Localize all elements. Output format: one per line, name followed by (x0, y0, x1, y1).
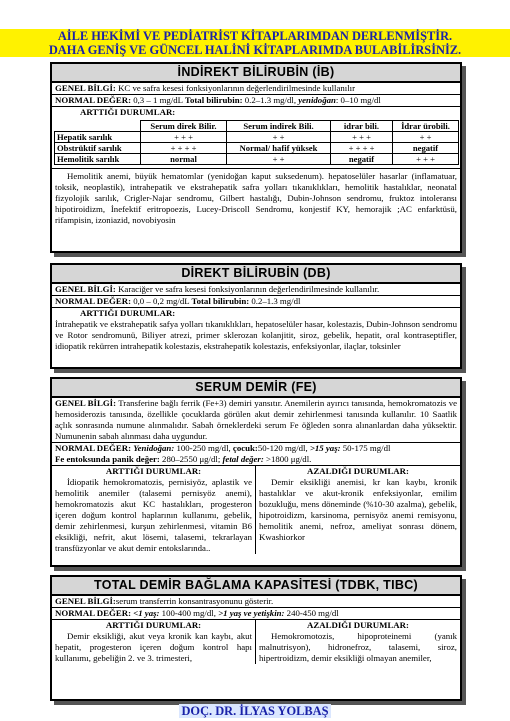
table-cell: negatif (331, 154, 393, 165)
genel-bilgi-row (52, 284, 460, 296)
yenidogan-value: 100-250 mg/dl, (174, 443, 233, 453)
under-1-value: 100-400 mg/dl, (159, 608, 219, 618)
total-bilirubin-value: 0.2–1.3 mg/dl, (242, 95, 299, 105)
genel-bilgi-row (52, 398, 460, 443)
arttigi-durumlar-label: ARTTIĞI DURUMLAR: (80, 308, 176, 318)
total-bilirubin-label: Total bilirubin: (191, 296, 250, 306)
cocuk-value: 50-120 mg/dl, (257, 443, 310, 453)
normal-deger-label: NORMAL DEĞER: (55, 443, 131, 453)
normal-deger-value: 0,3 – 1 mg/dL (131, 95, 185, 105)
genel-bilgi-label: GENEL BİLGİ: (55, 83, 116, 93)
section-title: SERUM DEMİR (FE) (52, 379, 460, 398)
table-cell: + + + (141, 132, 227, 143)
arttigi-column (52, 620, 256, 664)
table-header: İdrar ürobili. (393, 121, 459, 132)
table-header: Serum direk Bilir. (141, 121, 227, 132)
banner-line-1: AİLE HEKİMİ VE PEDİATRİST KİTAPLARIMDAN DERLENMİŞTİR. (0, 29, 510, 43)
normal-deger-row (52, 296, 460, 308)
fetal-label: fetal değer: (222, 454, 264, 464)
table-row (55, 132, 459, 143)
indirekt-paragraph: Hemolitik anemi, büyük hematomlar (yenidoğan kaput suksedenum). hepatoselüler hasarlar (inflamatuar, toksik, neoplastik), intrahepatik ve ekstrahepatik safra yolları tıkanıklıkları, hemolitik hastalıklar, neonatal fizyolojik sarılık, Crigler-Najar sendromu, Gilbert hastalığı, Dubin-Johnson sendromu, fruktoz intoleransı hipotiroidizm, İnefektif eritropoezis, Lucey-Driscoll Sendromu, konjestif KY, hemorajik ;AC enfarktüsü, rifampisin, izoniazid, novobiyosin (52, 168, 460, 226)
table-cell: Hemolitik sarılık (55, 154, 141, 165)
arttigi-durumlar-label: ARTTIĞI DURUMLAR: (80, 107, 176, 117)
normal-deger-row (52, 608, 460, 620)
normal-deger-label: NORMAL DEĞER: (55, 95, 131, 105)
table-cell: + + + + (331, 143, 393, 154)
total-bilirubin-value: 0.2–1.3 mg/dl (249, 296, 301, 306)
genel-bilgi-label: GENEL BİLGİ: (55, 398, 117, 408)
total-bilirubin-label: Total bilirubin: (184, 95, 243, 105)
section-title: DİREKT BİLİRUBİN (DB) (52, 265, 460, 284)
author-footer (0, 704, 510, 719)
table-cell: + + + (331, 132, 393, 143)
normal-deger-label: NORMAL DEĞER: (55, 608, 131, 618)
genel-bilgi-text: Karaciğer ve safra kesesi fonksiyonlarının değerlendirilmesinde kullanılır. (115, 284, 380, 294)
yenidogan-label: Yenidoğan: (133, 443, 175, 453)
tdbk-section (50, 575, 462, 701)
table-cell: + + (393, 132, 459, 143)
table-cell: + + + (393, 154, 459, 165)
azaldigi-column (256, 466, 460, 554)
fe-panik-row (52, 454, 460, 466)
tdbk-columns (52, 620, 460, 664)
table-cell: Normal/ hafif yüksek (227, 143, 331, 154)
genel-bilgi-label: GENEL BİLGİ: (55, 596, 116, 606)
banner-line-2: DAHA GENİŞ VE GÜNCEL HALİNİ KİTAPLARIMDA BULABİLİRSİNİZ. (0, 43, 510, 57)
arttigi-text: Demir eksikliği, akut veya kronik kan kaybı, akut hepatit, progesteron içeren doğum kontrol hapı kullanımı, gebeliğin 2. ve 3. trimesteri, (55, 631, 252, 663)
over-15-label: >15 yaş: (309, 443, 341, 453)
table-cell: Obstrüktif sarılık (55, 143, 141, 154)
azaldigi-column (256, 620, 460, 664)
table-cell: negatif (393, 143, 459, 154)
table-cell: + + (227, 132, 331, 143)
adult-value: 240-450 mg/dl (284, 608, 339, 618)
normal-deger-row (52, 95, 460, 107)
table-cell: + + + + (141, 143, 227, 154)
arttigi-heading: ARTTIĞI DURUMLAR: (105, 466, 202, 476)
genel-bilgi-label: GENEL BİLGİ: (55, 284, 116, 294)
azaldigi-text: Demir eksikliği anemisi, kr kan kaybı, kronik hastalıklar ve akut-kronik enfeksiyonlar, emilim bozukluğu, mens döneminde (%10-30 azalma), gebelik, hipotroidizm, karsinoma, pernisyöz anemi remisyonu, hemolitik anemi, nefroz, ameliyat sonrası dönem, Kwashiorkor (259, 477, 457, 542)
section-title: TOTAL DEMİR BAĞLAMA KAPASİTESİ (TDBK, TIBC) (52, 577, 460, 596)
demir-columns (52, 466, 460, 554)
normal-deger-row (52, 443, 460, 454)
genel-bilgi-row (52, 83, 460, 95)
azaldigi-text: Hemokromotozis, hipoproteinemi (yanık malnutrisyon), hidronefroz, talasemi, siroz, hipertroidizm, demir eksikliği olmayan anemiler, (259, 631, 457, 663)
table-row (55, 143, 459, 154)
table-header: Serum indirek Bili. (227, 121, 331, 132)
normal-deger-label: NORMAL DEĞER: (55, 296, 131, 306)
genel-bilgi-row (52, 596, 460, 608)
author-name: DOÇ. DR. İLYAS YOLBAŞ (181, 704, 329, 718)
table-cell: normal (141, 154, 227, 165)
genel-bilgi-text: serum transferrin konsantrasyonunu gösterir. (115, 596, 274, 606)
cocuk-label: çocuk: (232, 443, 258, 453)
arttigi-column (52, 466, 256, 554)
fe-panik-label: Fe entoksunda panik değer: (55, 454, 160, 464)
table-row (55, 154, 459, 165)
normal-deger-value: 0,0 – 0,2 mg/dL (131, 296, 192, 306)
section-title: İNDİREKT BİLİRUBİN (İB) (52, 64, 460, 83)
fe-panik-value: 280–2550 μg/dl; (159, 454, 223, 464)
table-cell: + + (227, 154, 331, 165)
arttigi-heading: ARTTIĞI DURUMLAR: (105, 620, 202, 630)
serum-demir-section (50, 377, 462, 567)
azaldigi-heading: AZALDIĞI DURUMLAR: (307, 620, 409, 630)
table-cell: Hepatik sarılık (55, 132, 141, 143)
indirekt-bilirubin-section (50, 62, 462, 253)
yenidogan-label: yenidoğan (298, 95, 336, 105)
arttigi-text: İdiopatik hemokromatozis, pernisiyöz, aplastik ve hemolitik anemiler (talasemi pernisyöz anemi), hemokromatozis akut KC hastalıkları, progesteron içeren doğum kontrol haplarının kullanımı, gebelik, demir zehirlenmesi, kurşun zehirlenmesi, vitamin B6 eksikliği, nefrit, akut lösemi, talasemi, tekrarlayan transfüzyonlar ve akut demir entokslarında.. (55, 477, 252, 553)
fetal-value: >1800 μg/dl. (263, 454, 312, 464)
table-header (55, 121, 141, 132)
genel-bilgi-text: KC ve safra kesesi fonksiyonlarının değerlendirilmesinde kullanılır (115, 83, 356, 93)
over-15-value: 50-175 mg/dl (340, 443, 391, 453)
adult-label: >1 yaş ve yetişkin: (218, 608, 285, 618)
genel-bilgi-text: Transferine bağlı ferrik (Fe+3) demiri yansıtır. Anemilerin ayırıcı tanısında, hemokromatozis ve hemosiderozis tanısında, özellikle çocuklarda görülen akut demir zehirlenmesi tanısında kullanılır. 10 Saatlik açlık sonrasında numune alınmalıdır. Sabah örneklerdeki serum Fe öğleden sonra alınanlardan daha yüksektir. Numunenin sabah alınması daha uygundur. (55, 398, 457, 441)
direkt-paragraph: İntrahepatik ve ekstrahepatik safya yolları tıkanıklıkları, hepatoselüler hasar, kolestazis, Dubin-Johnson sendromu ve Rotor sendromunü, Biliyer atrezi, primer sklerozan kolanjitit, siroz, gebelik, hepatit, oral kontraseptifler, idiopatik rekürren intrahepatik kolestazis, ekstrahepatik kolestazis, enfeksiyonlar, ilaçlar, toksinler (55, 319, 457, 351)
table-header-row (55, 121, 459, 132)
azaldigi-heading: AZALDIĞI DURUMLAR: (307, 466, 409, 476)
table-header: idrar bili. (331, 121, 393, 132)
under-1-label: <1 yaş: (131, 608, 160, 618)
direkt-bilirubin-section (50, 263, 462, 369)
sarilik-table (54, 120, 459, 165)
yenidogan-value: : 0–10 mg/dl (335, 95, 381, 105)
